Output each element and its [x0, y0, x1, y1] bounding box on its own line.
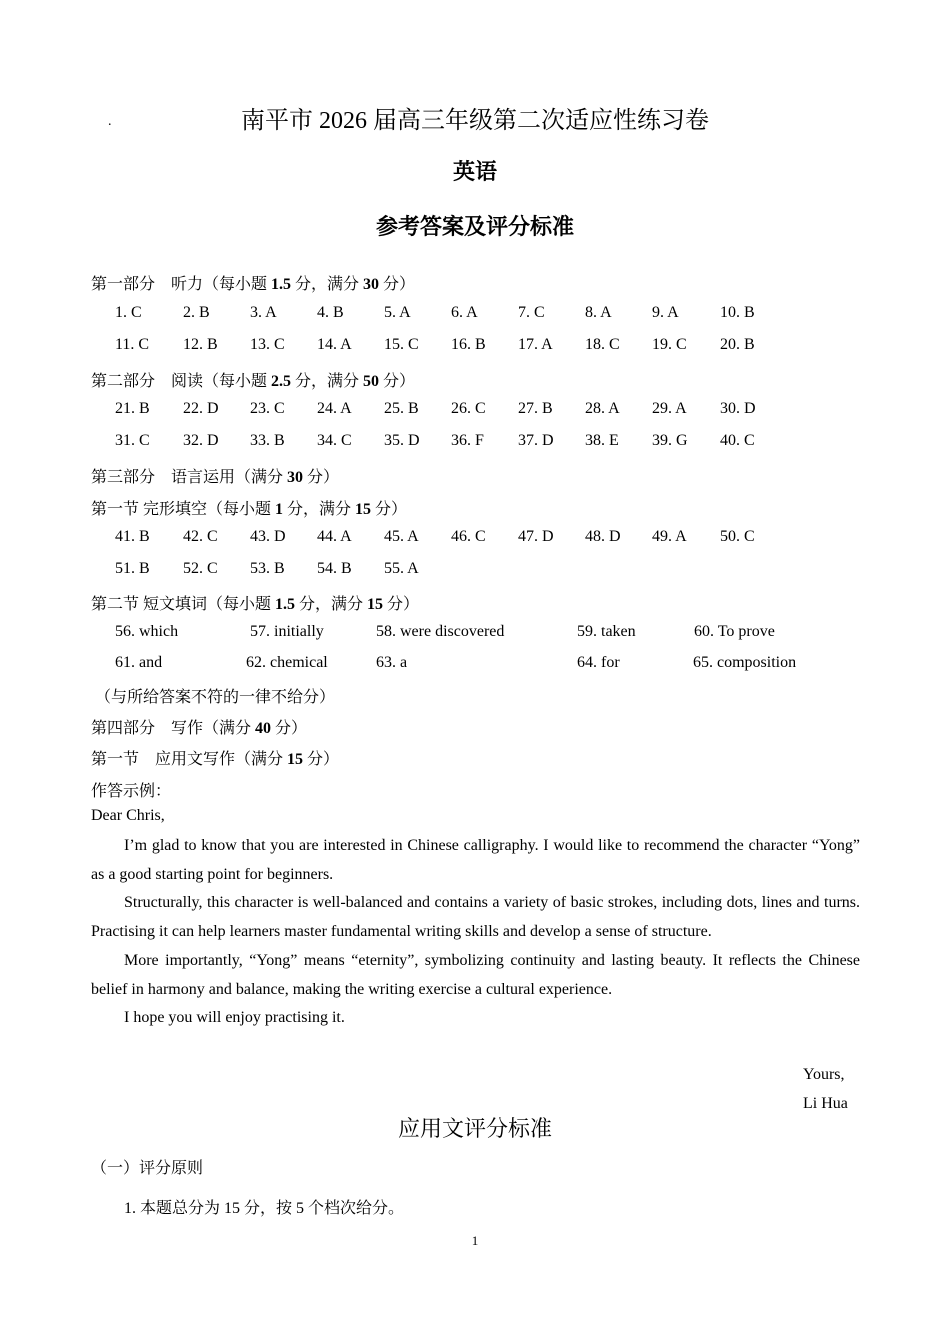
- part2-heading: 第二部分 阅读（每小题 2.5 分，满分 50 分）: [91, 373, 416, 390]
- answer-cell: 6. A: [451, 304, 478, 321]
- answer-cell: 9. A: [652, 304, 679, 321]
- answer-cell: 55. A: [384, 560, 419, 577]
- criteria-item-1: 1. 本题总分为 15 分，按 5 个档次给分。: [124, 1200, 405, 1217]
- letter-paragraph-3: More importantly, “Yong” means “eternity”, symbolizing continuity and lasting beauty. It reflects the Chinese belief in harmony and balance, making the writing exercise a cultural experience.: [91, 952, 860, 998]
- answer-cell: 4. B: [317, 304, 344, 321]
- answer-cell: 65. composition: [693, 654, 797, 671]
- answer-cell: 61. and: [115, 654, 163, 671]
- answer-cell: 43. D: [250, 528, 286, 545]
- answer-cell: 30. D: [720, 400, 756, 417]
- answer-cell: 22. D: [183, 400, 219, 417]
- answer-cell: 57. initially: [250, 623, 324, 640]
- answer-cell: 10. B: [720, 304, 755, 321]
- part3-section1-heading: 第一节 完形填空（每小题 1 分，满分 15 分）: [91, 501, 408, 518]
- answer-cell: 13. C: [250, 336, 285, 353]
- answer-cell: 39. G: [652, 432, 688, 449]
- part3-section2-heading: 第二节 短文填词（每小题 1.5 分，满分 15 分）: [91, 596, 420, 613]
- answer-cell: 32. D: [183, 432, 219, 449]
- answer-cell: 56. which: [115, 623, 179, 640]
- part3-heading: 第三部分 语言运用（满分 30 分）: [91, 469, 340, 486]
- answer-cell: 50. C: [720, 528, 755, 545]
- answer-cell: 18. C: [585, 336, 620, 353]
- answer-cell: 8. A: [585, 304, 612, 321]
- answer-cell: 35. D: [384, 432, 420, 449]
- subject-title: 英语: [452, 160, 497, 185]
- answer-cell: 11. C: [115, 336, 150, 353]
- answer-cell: 16. B: [451, 336, 486, 353]
- criteria-title: 应用文评分标准: [397, 1116, 552, 1141]
- answer-cell: 33. B: [250, 432, 285, 449]
- answer-cell: 2. B: [183, 304, 210, 321]
- answer-cell: 20. B: [720, 336, 755, 353]
- answer-cell: 49. A: [652, 528, 687, 545]
- answer-cell: 46. C: [451, 528, 486, 545]
- answer-cell: 27. B: [518, 400, 553, 417]
- answer-cell: 45. A: [384, 528, 419, 545]
- answer-cell: 25. B: [384, 400, 419, 417]
- answer-cell: 34. C: [317, 432, 352, 449]
- answer-cell: 54. B: [317, 560, 352, 577]
- answer-cell: 26. C: [451, 400, 486, 417]
- part4-section1-heading: 第一节 应用文写作（满分 15 分）: [91, 751, 340, 768]
- part1-heading: 第一部分 听力（每小题 1.5 分，满分 30 分）: [91, 276, 416, 293]
- letter-closing: Yours,: [803, 1066, 845, 1083]
- answer-cell: 58. were discovered: [376, 623, 505, 640]
- answer-cell: 36. F: [451, 432, 484, 449]
- answer-cell: 23. C: [250, 400, 285, 417]
- answer-cell: 29. A: [652, 400, 687, 417]
- answer-cell: 15. C: [384, 336, 419, 353]
- part4-heading: 第四部分 写作（满分 40 分）: [91, 720, 308, 737]
- answer-cell: 1. C: [115, 304, 142, 321]
- answer-cell: 28. A: [585, 400, 620, 417]
- answer-cell: 17. A: [518, 336, 553, 353]
- answer-cell: 40. C: [720, 432, 755, 449]
- answer-cell: 31. C: [115, 432, 150, 449]
- exam-title: 南平市 2026 届高三年级第二次适应性练习卷: [241, 108, 709, 134]
- answer-cell: 47. D: [518, 528, 554, 545]
- page-number: 1: [471, 1233, 479, 1248]
- answer-cell: 62. chemical: [246, 654, 328, 671]
- answer-cell: 52. C: [183, 560, 218, 577]
- answer-cell: 5. A: [384, 304, 411, 321]
- answer-cell: 3. A: [250, 304, 277, 321]
- answer-cell: 53. B: [250, 560, 285, 577]
- answer-cell: 64. for: [577, 654, 620, 671]
- letter-paragraph-1: I’m glad to know that you are interested in Chinese calligraphy. I would like to recommend the character “Yong” as a good starting point for beginners.: [91, 837, 860, 883]
- answer-cell: 63. a: [376, 654, 408, 671]
- page-mark: .: [108, 114, 112, 129]
- sample-label: 作答示例：: [91, 783, 172, 800]
- answer-cell: 48. D: [585, 528, 621, 545]
- answer-cell: 42. C: [183, 528, 218, 545]
- answer-cell: 59. taken: [577, 623, 636, 640]
- answer-cell: 21. B: [115, 400, 150, 417]
- letter-greeting: Dear Chris,: [91, 807, 165, 824]
- answer-cell: 51. B: [115, 560, 150, 577]
- criteria-principle-heading: （一）评分原则: [91, 1160, 204, 1177]
- answer-cell: 12. B: [183, 336, 218, 353]
- answer-cell: 37. D: [518, 432, 554, 449]
- answer-key-title: 参考答案及评分标准: [375, 215, 574, 240]
- answer-cell: 41. B: [115, 528, 150, 545]
- answer-cell: 60. To prove: [694, 623, 775, 640]
- letter-paragraph-2: Structurally, this character is well-balanced and contains a variety of basic strokes, including dots, lines and turns. Practising it can help learners master fundamental writing skills and develop a sense of structure.: [91, 894, 860, 940]
- answer-cell: 19. C: [652, 336, 687, 353]
- letter-signature: Li Hua: [803, 1095, 848, 1112]
- answer-cell: 38. E: [585, 432, 619, 449]
- letter-paragraph-4: I hope you will enjoy practising it.: [124, 1009, 345, 1026]
- answer-cell: 14. A: [317, 336, 352, 353]
- grading-note: （与所给答案不符的一律不给分）: [95, 689, 336, 706]
- answer-cell: 44. A: [317, 528, 352, 545]
- answer-cell: 24. A: [317, 400, 352, 417]
- answer-cell: 7. C: [518, 304, 545, 321]
